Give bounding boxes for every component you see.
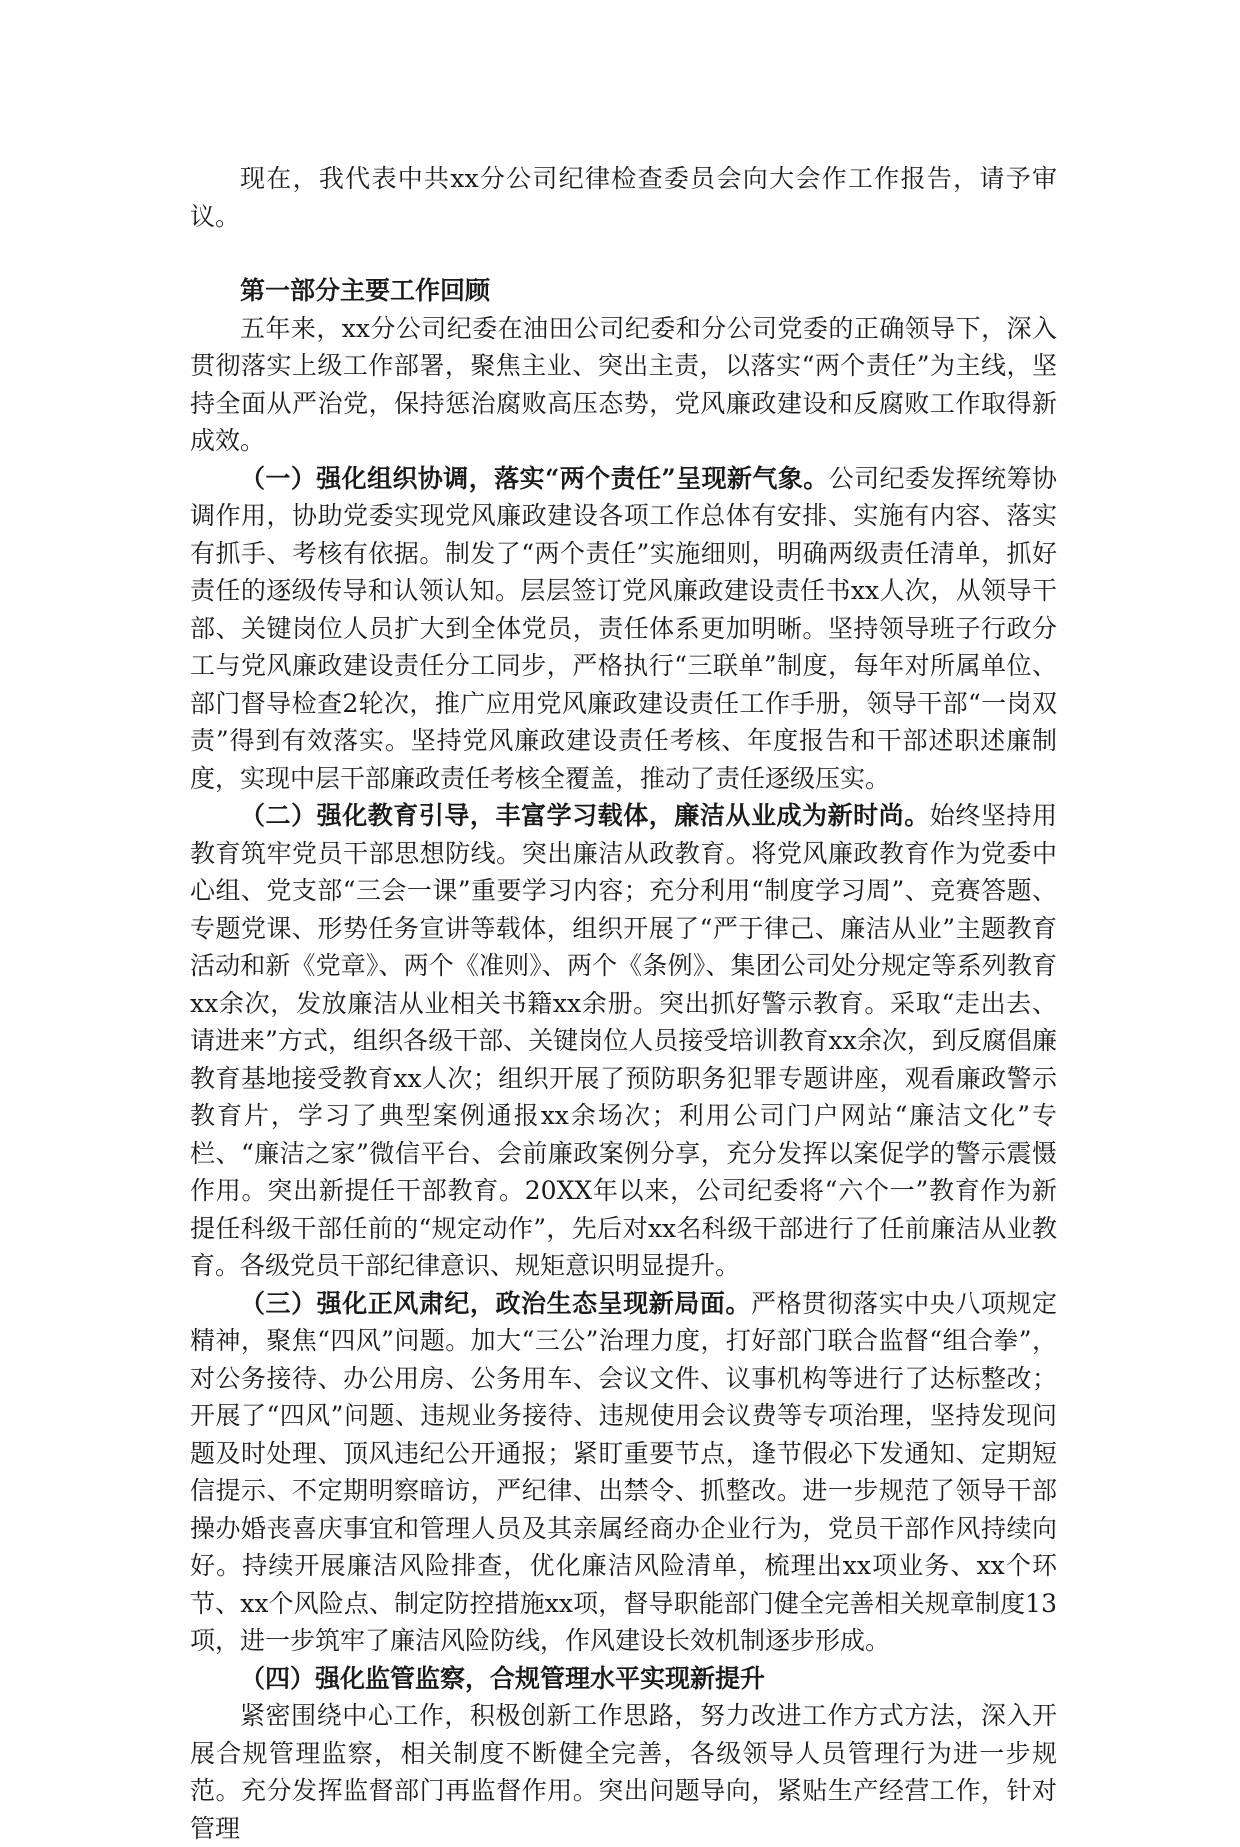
section-title: 第一部分主要工作回顾 (240, 276, 491, 305)
item-paragraph-1 (190, 460, 1057, 798)
item-heading-1: （一）强化组织协调，落实“两个责任”呈现新气象。 (240, 463, 829, 493)
overview-paragraph: 五年来，xx分公司纪委在油田公司纪委和分公司党委的正确领导下，深入贯彻落实上级工作部署，聚焦主业、突出主责，以落实“两个责任”为主线，坚持全面从严治党，保持惩治腐败高压态势，党风廉政建设和反腐败工作取得新成效。 (190, 313, 1057, 455)
item-heading-4: （四）强化监管监察，合规管理水平实现新提升 (240, 1663, 766, 1693)
item-heading-2: （二）强化教育引导，丰富学习载体，廉洁从业成为新时尚。 (240, 801, 930, 830)
item-paragraph-3 (190, 1285, 1057, 1660)
item-body-1: 公司纪委发挥统筹协调作用，协助党委实现党风廉政建设各项工作总体有安排、实施有内容、落实有抓手、考核有依据。制发了“两个责任”实施细则，明确两级责任清单，抓好责任的逐级传导和认领认知。层层签订党风廉政建设责任书xx人次，从领导干部、关键岗位人员扩大到全体党员，责任体系更加明晰。坚持领导班子行政分工与党风廉政建设责任分工同步，严格执行“三联单”制度，每年对所属单位、部门督导检查2轮次，推广应用党风廉政建设责任工作手册，领导干部“一岗双责”得到有效落实。坚持党风廉政建设责任考核、年度报告和干部述职述廉制度，实现中层干部廉政责任考核全覆盖，推动了责任逐级压实。 (190, 463, 1057, 793)
item-paragraph-4 (190, 1660, 1057, 1698)
intro-paragraph: 现在，我代表中共xx分公司纪律检查委员会向大会作工作报告，请予审议。 (190, 164, 1057, 231)
item-paragraph-2 (190, 797, 1057, 1285)
item-heading-3: （三）强化正风肃纪，政治生态呈现新局面。 (240, 1288, 751, 1318)
closing-paragraph: 紧密围绕中心工作，积极创新工作思路，努力改进工作方式方法，深入开展合规管理监察，相关制度不断健全完善，各级领导人员管理行为进一步规范。充分发挥监督部门再监督作用。突出问题导向，紧贴生产经营工作，针对管理 (190, 1701, 1057, 1843)
item-body-3: 严格贯彻落实中央八项规定精神，聚焦“四风”问题。加大“三公”治理力度，打好部门联合监督“组合拳”，对公务接待、办公用房、公务用车、会议文件、议事机构等进行了达标整改；开展了“四风”问题、违规业务接待、违规使用会议费等专项治理，坚持发现问题及时处理、顶风违纪公开通报；紧盯重要节点，逢节假必下发通知、定期短信提示、不定期明察暗访，严纪律、出禁令、抓整改。进一步规范了领导干部操办婚丧喜庆事宜和管理人员及其亲属经商办企业行为，党员干部作风持续向好。持续开展廉洁风险排查，优化廉洁风险清单，梳理出xx项业务、xx个环节、xx个风险点、制定防控措施xx项，督导职能部门健全完善相关规章制度13项，进一步筑牢了廉洁风险防线，作风建设长效机制逐步形成。 (190, 1288, 1057, 1655)
item-body-2: 始终坚持用教育筑牢党员干部思想防线。突出廉洁从政教育。将党风廉政教育作为党委中心组、党支部“三会一课”重要学习内容；充分利用“制度学习周”、竞赛答题、专题党课、形势任务宣讲等载体，组织开展了“严于律己、廉洁从业”主题教育活动和新《党章》、两个《准则》、两个《条例》、集团公司处分规定等系列教育xx余次，发放廉洁从业相关书籍xx余册。突出抓好警示教育。采取“走出去、请进来”方式，组织各级干部、关键岗位人员接受培训教育xx余次，到反腐倡廉教育基地接受教育xx人次；组织开展了预防职务犯罪专题讲座，观看廉政警示教育片，学习了典型案例通报xx余场次；利用公司门户网站“廉洁文化”专栏、“廉洁之家”微信平台、会前廉政案例分享，充分发挥以案促学的警示震慑作用。突出新提任干部教育。20XX年以来，公司纪委将“六个一”教育作为新提任科级干部任前的“规定动作”，先后对xx名科级干部进行了任前廉洁从业教育。各级党员干部纪律意识、规矩意识明显提升。 (190, 801, 1057, 1280)
